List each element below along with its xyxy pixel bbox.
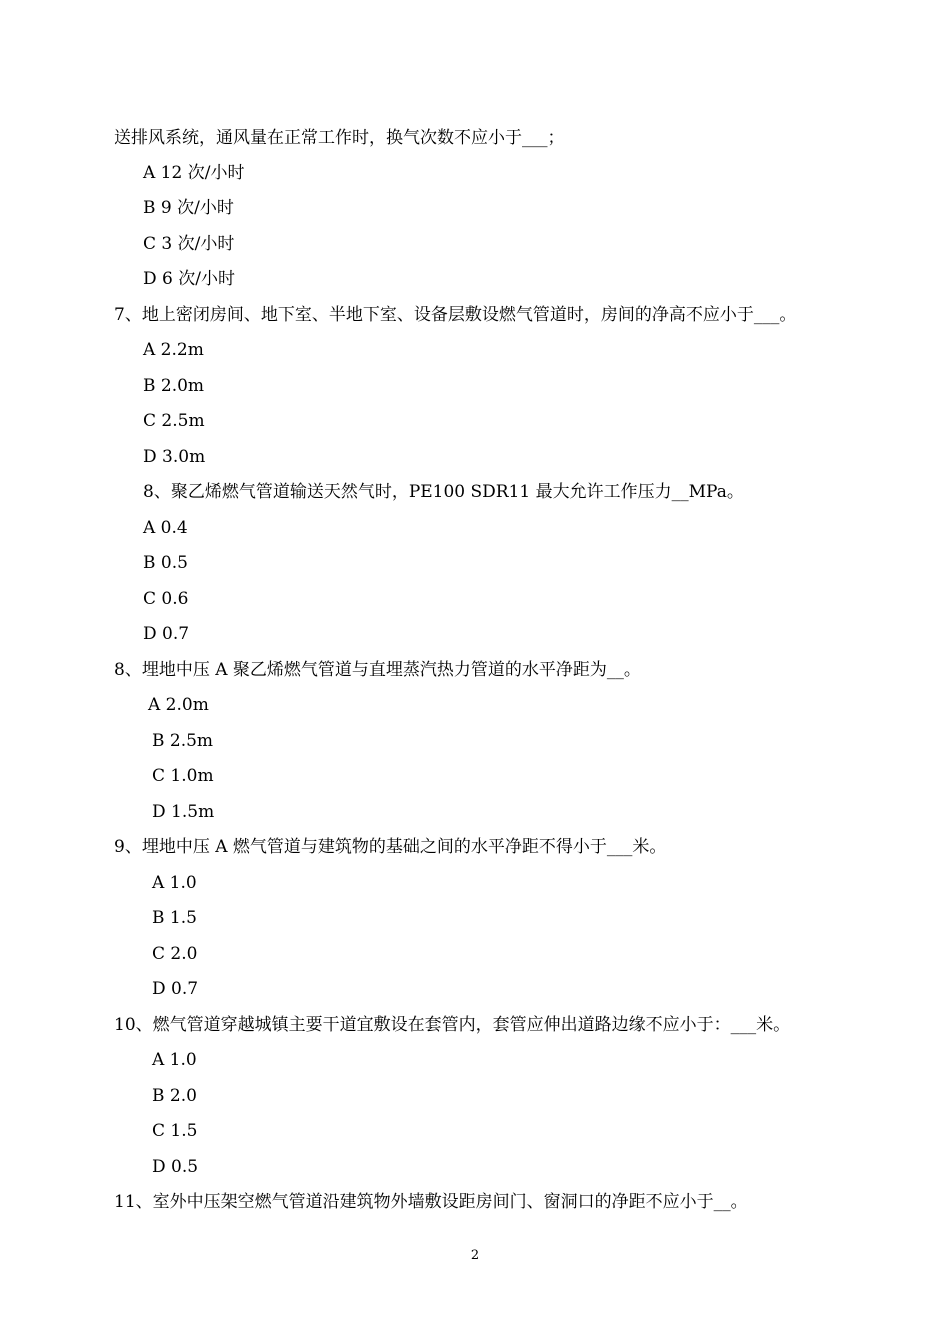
option-c: C 1.5 <box>152 1121 198 1141</box>
option-b: B 0.5 <box>143 553 188 573</box>
question-8b: 8、埋地中压 A 聚乙烯燃气管道与直埋蒸汽热力管道的水平净距为__。 <box>114 660 641 680</box>
page-number: 2 <box>470 1248 480 1263</box>
option-d: D 0.5 <box>152 1157 199 1177</box>
question-10: 10、燃气管道穿越城镇主要干道宜敷设在套管内，套管应伸出道路边缘不应小于：___米。 <box>114 1015 791 1035</box>
option-b: B 9 次/小时 <box>143 198 234 218</box>
option-c: C 1.0m <box>152 766 214 786</box>
option-d: D 1.5m <box>152 802 215 822</box>
option-d: D 0.7 <box>143 624 190 644</box>
option-a: A 12 次/小时 <box>143 163 245 183</box>
option-c: C 0.6 <box>143 589 189 609</box>
option-d: D 6 次/小时 <box>143 269 235 289</box>
option-b: B 2.5m <box>152 731 214 751</box>
option-c: C 3 次/小时 <box>143 234 235 254</box>
option-a: A 0.4 <box>143 518 188 538</box>
question-11: 11、室外中压架空燃气管道沿建筑物外墙敷设距房间门、窗洞口的净距不应小于__。 <box>114 1192 748 1212</box>
option-d: D 0.7 <box>152 979 199 999</box>
option-c: C 2.5m <box>143 411 205 431</box>
option-a: A 2.0m <box>148 695 209 715</box>
option-b: B 2.0m <box>143 376 205 396</box>
question-8a: 8、聚乙烯燃气管道输送天然气时，PE100 SDR11 最大允许工作压力__MPa。 <box>143 482 744 502</box>
option-a: A 2.2m <box>143 340 204 360</box>
question-9: 9、埋地中压 A 燃气管道与建筑物的基础之间的水平净距不得小于___米。 <box>114 837 667 857</box>
option-b: B 1.5 <box>152 908 197 928</box>
option-c: C 2.0 <box>152 944 198 964</box>
option-a: A 1.0 <box>152 1050 197 1070</box>
option-b: B 2.0 <box>152 1086 197 1106</box>
question-6-continuation: 送排风系统，通风量在正常工作时，换气次数不应小于___； <box>114 128 565 148</box>
option-d: D 3.0m <box>143 447 206 467</box>
question-7: 7、地上密闭房间、地下室、半地下室、设备层敷设燃气管道时，房间的净高不应小于___。 <box>114 305 797 325</box>
option-a: A 1.0 <box>152 873 197 893</box>
